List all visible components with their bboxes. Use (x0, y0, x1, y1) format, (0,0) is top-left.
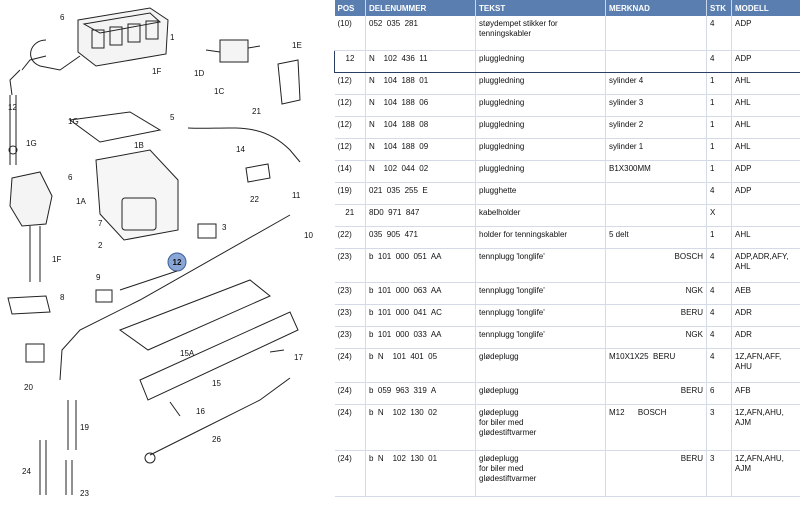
cell-delenummer: 035 905 471 (366, 226, 476, 248)
cell-tekst: glødeplugg for biler med glødestiftvarmer (476, 404, 606, 450)
table-row[interactable] (335, 94, 800, 116)
cell-tekst: plugghette (476, 182, 606, 204)
diagram-label: 5 (170, 113, 175, 122)
table-row[interactable] (335, 304, 800, 326)
cell-pos: (24) (335, 404, 366, 450)
cell-modell: AHL (732, 116, 800, 138)
cell-modell: AHL (732, 226, 800, 248)
diagram-label: 2 (98, 241, 103, 250)
cell-pos: (14) (335, 160, 366, 182)
cell-delenummer: N 104 188 06 (366, 94, 476, 116)
cell-delenummer: 8D0 971 847 (366, 204, 476, 226)
table-row[interactable] (335, 116, 800, 138)
table-row[interactable] (335, 226, 800, 248)
parts-list (334, 0, 800, 500)
cell-tekst: støydempet stikker for tenningskabler (476, 16, 606, 50)
cell-modell: 1Z,AFN,AFF, AHU (732, 348, 800, 382)
cell-merknad: BERU (606, 382, 707, 404)
diagram-label: 1F (52, 255, 61, 264)
diagram-label: 6 (68, 173, 73, 182)
cell-tekst: pluggledning (476, 72, 606, 94)
cell-modell (732, 204, 800, 226)
diagram-label: 16 (196, 407, 205, 416)
cell-merknad (606, 50, 707, 72)
table-row[interactable] (335, 72, 800, 94)
diagram-label: 1G (68, 117, 79, 126)
callout-label: 12 (173, 258, 182, 267)
column-header-modell[interactable]: MODELL (732, 0, 800, 16)
diagram-label: 12 (8, 103, 17, 112)
diagram-label: 23 (80, 489, 89, 498)
diagram-label: 1 (170, 33, 175, 42)
cell-pos: (10) (335, 16, 366, 50)
cell-pos: (12) (335, 72, 366, 94)
column-header-stk[interactable]: STK (707, 0, 732, 16)
cell-merknad: M12 BOSCH (606, 404, 707, 450)
cell-pos: (23) (335, 326, 366, 348)
diagram-label: 10 (304, 231, 313, 240)
diagram-label: 1G (26, 139, 37, 148)
cell-pos: (24) (335, 450, 366, 496)
cell-pos: 12 (335, 50, 366, 72)
cell-delenummer: b N 101 401 05 (366, 348, 476, 382)
cell-modell: AHL (732, 72, 800, 94)
table-row[interactable] (335, 248, 800, 282)
cell-modell: ADP (732, 16, 800, 50)
cell-delenummer: b 101 000 051 AA (366, 248, 476, 282)
cell-pos: (12) (335, 116, 366, 138)
cell-modell: ADR (732, 304, 800, 326)
diagram-label: 1A (76, 197, 86, 206)
cell-pos: (23) (335, 304, 366, 326)
cell-stk: 1 (707, 160, 732, 182)
cell-tekst: tennplugg 'longlife' (476, 326, 606, 348)
cell-stk: 4 (707, 348, 732, 382)
cell-modell: ADP,ADR,AFY, AHL (732, 248, 800, 282)
cell-tekst: kabelholder (476, 204, 606, 226)
cell-delenummer: N 104 188 01 (366, 72, 476, 94)
cell-stk: 3 (707, 450, 732, 496)
diagram-label: 1C (214, 87, 224, 96)
diagram-label: 11 (292, 191, 301, 200)
cell-modell: ADP (732, 182, 800, 204)
diagram-label: 14 (236, 145, 245, 154)
diagram-label: 15A (180, 349, 195, 358)
table-row[interactable] (335, 404, 800, 450)
cell-delenummer: b 101 000 063 AA (366, 282, 476, 304)
cell-merknad: sylinder 2 (606, 116, 707, 138)
table-row[interactable] (335, 282, 800, 304)
exploded-view-drawing (0, 0, 333, 500)
diagram-label: 9 (96, 273, 101, 282)
cell-modell: 1Z,AFN,AHU, AJM (732, 404, 800, 450)
diagram-label: 21 (252, 107, 261, 116)
cell-delenummer: 021 035 255 E (366, 182, 476, 204)
diagram-label: 15 (212, 379, 221, 388)
cell-pos: (24) (335, 348, 366, 382)
cell-tekst: glødeplugg (476, 382, 606, 404)
cell-merknad (606, 182, 707, 204)
diagram-label: 3 (222, 223, 227, 232)
cell-tekst: pluggledning (476, 94, 606, 116)
table-row[interactable] (335, 450, 800, 496)
cell-modell: ADP (732, 50, 800, 72)
cell-modell: AHL (732, 138, 800, 160)
cell-pos: (23) (335, 282, 366, 304)
cell-modell: ADP (732, 160, 800, 182)
diagram-label: 1E (292, 41, 302, 50)
table-row[interactable] (335, 348, 800, 382)
diagram-label: 20 (24, 383, 33, 392)
table-row[interactable] (335, 326, 800, 348)
cell-delenummer: 052 035 281 (366, 16, 476, 50)
cell-delenummer: b 059 963 319 A (366, 382, 476, 404)
cell-delenummer: b 101 000 033 AA (366, 326, 476, 348)
cell-stk: 4 (707, 304, 732, 326)
parts-table (334, 0, 800, 497)
column-header-merknad[interactable]: MERKNAD (606, 0, 707, 16)
cell-pos: (23) (335, 248, 366, 282)
cell-stk: 4 (707, 326, 732, 348)
cell-stk: 1 (707, 226, 732, 248)
cell-delenummer: b N 102 130 02 (366, 404, 476, 450)
diagram-label: 7 (98, 219, 103, 228)
cell-stk: 4 (707, 248, 732, 282)
table-row[interactable] (335, 160, 800, 182)
cell-delenummer: N 104 188 09 (366, 138, 476, 160)
cell-merknad: BOSCH (606, 248, 707, 282)
cell-stk: 4 (707, 182, 732, 204)
column-header-pos[interactable]: POS (335, 0, 366, 16)
diagram-label: 22 (250, 195, 259, 204)
cell-tekst: glødeplugg (476, 348, 606, 382)
diagram-label: 26 (212, 435, 221, 444)
cell-pos: (19) (335, 182, 366, 204)
cell-tekst: pluggledning (476, 50, 606, 72)
cell-pos: (12) (335, 94, 366, 116)
table-row[interactable] (335, 16, 800, 50)
cell-stk: 1 (707, 72, 732, 94)
diagram-label: 1B (134, 141, 144, 150)
parts-diagram (0, 0, 333, 500)
cell-merknad: NGK (606, 326, 707, 348)
cell-tekst: tennplugg 'longlife' (476, 282, 606, 304)
cell-stk: 1 (707, 138, 732, 160)
cell-modell: ADR (732, 326, 800, 348)
cell-stk: 4 (707, 16, 732, 50)
cell-delenummer: b 101 000 041 AC (366, 304, 476, 326)
cell-merknad: BERU (606, 304, 707, 326)
cell-pos: (22) (335, 226, 366, 248)
diagram-label: 17 (294, 353, 303, 362)
cell-merknad: 5 delt (606, 226, 707, 248)
diagram-label: 24 (22, 467, 31, 476)
cell-pos: 21 (335, 204, 366, 226)
cell-delenummer: N 102 436 11 (366, 50, 476, 72)
cell-tekst: holder for tenningskabler (476, 226, 606, 248)
diagram-label: 8 (60, 293, 65, 302)
cell-merknad (606, 204, 707, 226)
column-header-delenummer[interactable]: DELENUMMER (366, 0, 476, 16)
cell-stk: 4 (707, 50, 732, 72)
cell-merknad (606, 16, 707, 50)
cell-merknad: B1X300MM (606, 160, 707, 182)
table-row[interactable] (335, 382, 800, 404)
cell-tekst: tennplugg 'longlife' (476, 248, 606, 282)
cell-pos: (24) (335, 382, 366, 404)
diagram-label: 1D (194, 69, 204, 78)
cell-merknad: M10X1X25 BERU (606, 348, 707, 382)
cell-stk: 1 (707, 94, 732, 116)
cell-tekst: tennplugg 'longlife' (476, 304, 606, 326)
table-row[interactable] (335, 182, 800, 204)
cell-merknad: NGK (606, 282, 707, 304)
cell-tekst: pluggledning (476, 160, 606, 182)
cell-merknad: sylinder 4 (606, 72, 707, 94)
cell-merknad: sylinder 3 (606, 94, 707, 116)
cell-pos: (12) (335, 138, 366, 160)
cell-modell: AHL (732, 94, 800, 116)
cell-modell: AFB (732, 382, 800, 404)
cell-modell: 1Z,AFN,AHU, AJM (732, 450, 800, 496)
table-row-selected[interactable] (335, 50, 800, 72)
cell-delenummer: N 102 044 02 (366, 160, 476, 182)
cell-stk: 4 (707, 282, 732, 304)
cell-merknad: BERU (606, 450, 707, 496)
cell-tekst: glødeplugg for biler med glødestiftvarmer (476, 450, 606, 496)
table-row[interactable] (335, 204, 800, 226)
table-row[interactable] (335, 138, 800, 160)
diagram-label: 19 (80, 423, 89, 432)
column-header-tekst[interactable]: TEKST (476, 0, 606, 16)
cell-delenummer: N 104 188 08 (366, 116, 476, 138)
cell-stk: 6 (707, 382, 732, 404)
diagram-label: 1F (152, 67, 161, 76)
cell-tekst: pluggledning (476, 116, 606, 138)
cell-tekst: pluggledning (476, 138, 606, 160)
cell-stk: 3 (707, 404, 732, 450)
cell-delenummer: b N 102 130 01 (366, 450, 476, 496)
diagram-label: 6 (60, 13, 65, 22)
cell-merknad: sylinder 1 (606, 138, 707, 160)
table-header-row (335, 0, 800, 16)
cell-modell: AEB (732, 282, 800, 304)
cell-stk: X (707, 204, 732, 226)
cell-stk: 1 (707, 116, 732, 138)
